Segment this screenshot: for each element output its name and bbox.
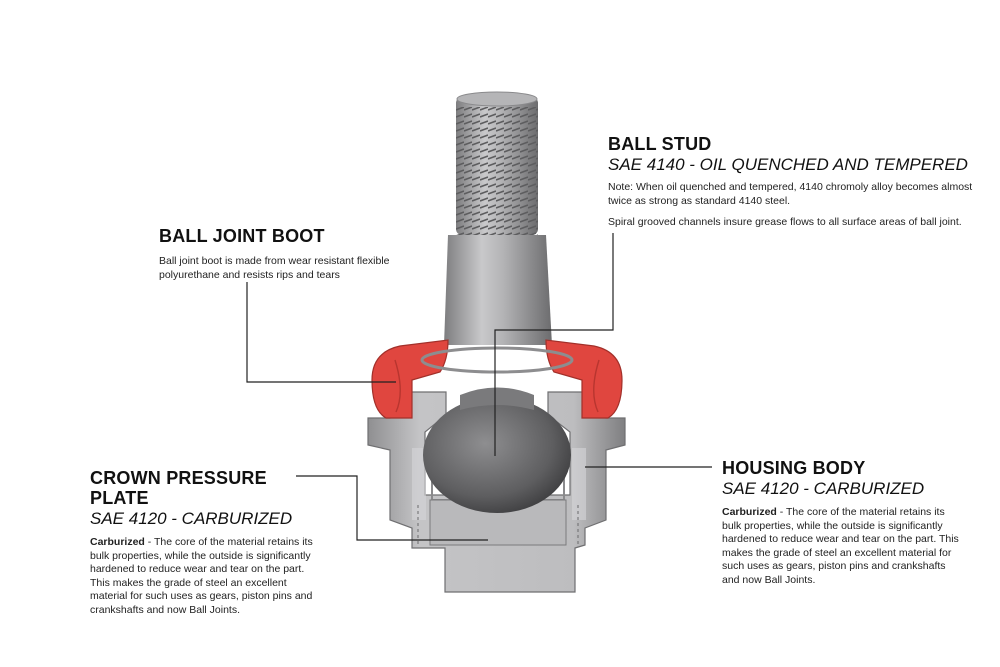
ball-joint-boot-text: Ball joint boot is made from wear resistant flexible polyurethane and resists rips and tears [159,255,390,281]
callout-crown-pressure-plate [90,468,322,617]
callout-ball-joint-boot [159,226,411,282]
housing-body-body: - The core of the material retains its bulk properties, while the outside is significantly hardened to reduce wear and tear on the part. This makes the grade of steel an excellent material for such uses as gears, piston pins and crankshafts and now Ball Joints. [722,506,959,586]
ball-joint-boot-title: BALL JOINT BOOT [159,226,325,246]
crown-pressure-plate-title: CROWN PRESSURE PLATE [90,468,267,508]
callout-housing-body [722,458,962,587]
ball-stud-text: Spiral grooved channels insure grease flows to all surface areas of ball joint. [608,216,962,228]
stud-shank [444,235,552,345]
ball-stud-ball [423,397,571,513]
crown-pressure-plate-subtitle: SAE 4120 - CARBURIZED [90,509,293,528]
housing-body-text [722,506,962,587]
stud-threads [456,92,538,235]
housing-body-lead: Carburized [722,506,777,518]
crown-pressure-plate-lead: Carburized [90,536,145,548]
ball-stud-subtitle: SAE 4140 - OIL QUENCHED AND TEMPERED [608,155,968,174]
crown-pressure-plate-body: - The core of the material retains its bulk properties, while the outside is significantly hardened to reduce wear and tear on the part. This makes the grade of steel an excellent material for such uses as gears, piston pins and crankshafts and now Ball Joints. [90,536,313,616]
ball-stud-title: BALL STUD [608,134,712,154]
housing-body-title: HOUSING BODY [722,458,866,478]
housing-body-subtitle: SAE 4120 - CARBURIZED [722,479,925,498]
callout-ball-stud [608,134,980,230]
ball-stud-note: Note: When oil quenched and tempered, 4140 chromoly alloy becomes almost twice as strong as standard 4140 steel. [608,181,973,207]
crown-pressure-plate-text [90,536,322,617]
